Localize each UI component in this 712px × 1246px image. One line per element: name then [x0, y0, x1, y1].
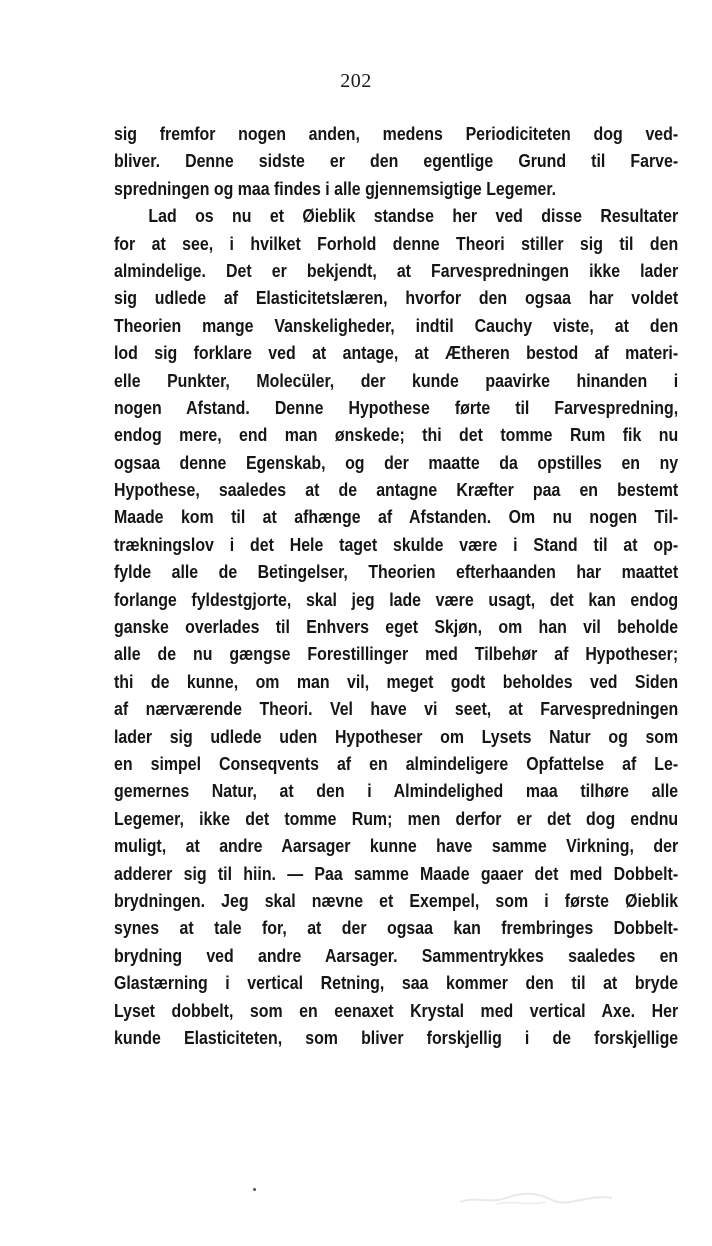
text-line: spredningen og maa findes i alle gjennemsigtige Legemer. [114, 177, 557, 199]
page-number: 202 [340, 70, 372, 92]
text-line: synes at tale for, at der ogsaa kan frembringes Dobbelt- [114, 917, 679, 939]
text-line: gemernes Natur, at den i Almindelighed maa tilhøre alle [114, 780, 679, 802]
text-line: endog mere, end man ønskede; thi det tomme Rum fik nu [114, 424, 679, 446]
body-text [114, 120, 679, 1051]
text-line: thi de kunne, om man vil, meget godt beholdes ved Siden [114, 670, 679, 692]
text-line: Theorien mange Vanskeligheder, indtil Cauchy viste, at den [114, 314, 679, 336]
text-line: Lad os nu et Øieblik standse her ved disse Resultater [148, 205, 679, 227]
text-line: en simpel Conseqvents af en almindeligere Opfattelse af Le- [114, 752, 679, 774]
text-line: ogsaa denne Egenskab, og der maatte da opstilles en ny [114, 451, 679, 473]
text-line: kunde Elasticiteten, som bliver forskjellig i de forskjellige [114, 1026, 679, 1048]
text-line: elle Punkter, Molecüler, der kunde paavirke hinanden i [114, 369, 679, 391]
text-line: sig fremfor nogen anden, medens Periodiciteten dog ved- [114, 123, 679, 144]
text-line: adderer sig til hiin. — Paa samme Maade gaaer det med Dobbelt- [114, 862, 679, 884]
text-line: brydning ved andre Aarsager. Sammentrykkes saaledes en [114, 944, 679, 966]
text-line: sig udlede af Elasticitetslæren, hvorfor den ogsaa har voldet [114, 287, 679, 309]
text-line: Legemer, ikke det tomme Rum; men derfor er det dog endnu [114, 807, 679, 829]
text-line: fylde alle de Betingelser, Theorien efterhaanden har maattet [114, 561, 679, 583]
text-line: nogen Afstand. Denne Hypothese førte til Farvespredning, [114, 396, 679, 418]
text-line: Maade kom til at afhænge af Afstanden. Om nu nogen Til- [114, 506, 679, 528]
ink-speck [253, 1188, 256, 1191]
text-line: Hypothese, saaledes at de antagne Kræfter paa en bestemt [114, 479, 679, 501]
text-line: alle de nu gængse Forestillinger med Tilbehør af Hypotheser; [114, 643, 679, 665]
text-line: lader sig udlede uden Hypotheser om Lysets Natur og som [114, 725, 679, 747]
text-line: Lyset dobbelt, som en eenaxet Krystal med vertical Axe. Her [114, 999, 679, 1021]
text-line: brydningen. Jeg skal nævne et Exempel, som i første Øieblik [114, 889, 679, 911]
body-text-inner [114, 120, 678, 1051]
text-line: bliver. Denne sidste er den egentlige Grund til Farve- [114, 150, 679, 172]
text-line: almindelige. Det er bekjendt, at Farvespredningen ikke lader [114, 259, 679, 281]
text-line: af nærværende Theori. Vel have vi seet, at Farvespredningen [114, 698, 679, 720]
text-line: Glastærning i vertical Retning, saa kommer den til at bryde [114, 972, 679, 994]
text-line: trækningslov i det Hele taget skulde være i Stand til at op- [114, 533, 679, 555]
faded-watermark [456, 1186, 616, 1208]
text-line: lod sig forklare ved at antage, at Ætheren bestod af materi- [114, 342, 679, 364]
text-line: forlange fyldestgjorte, skal jeg lade være usagt, det kan endog [114, 588, 679, 610]
text-line: for at see, i hvilket Forhold denne Theori stiller sig til den [114, 232, 679, 254]
text-line: ganske overlades til Enhvers eget Skjøn, om han vil beholde [114, 616, 679, 638]
text-line: muligt, at andre Aarsager kunne have samme Virkning, der [114, 835, 679, 857]
